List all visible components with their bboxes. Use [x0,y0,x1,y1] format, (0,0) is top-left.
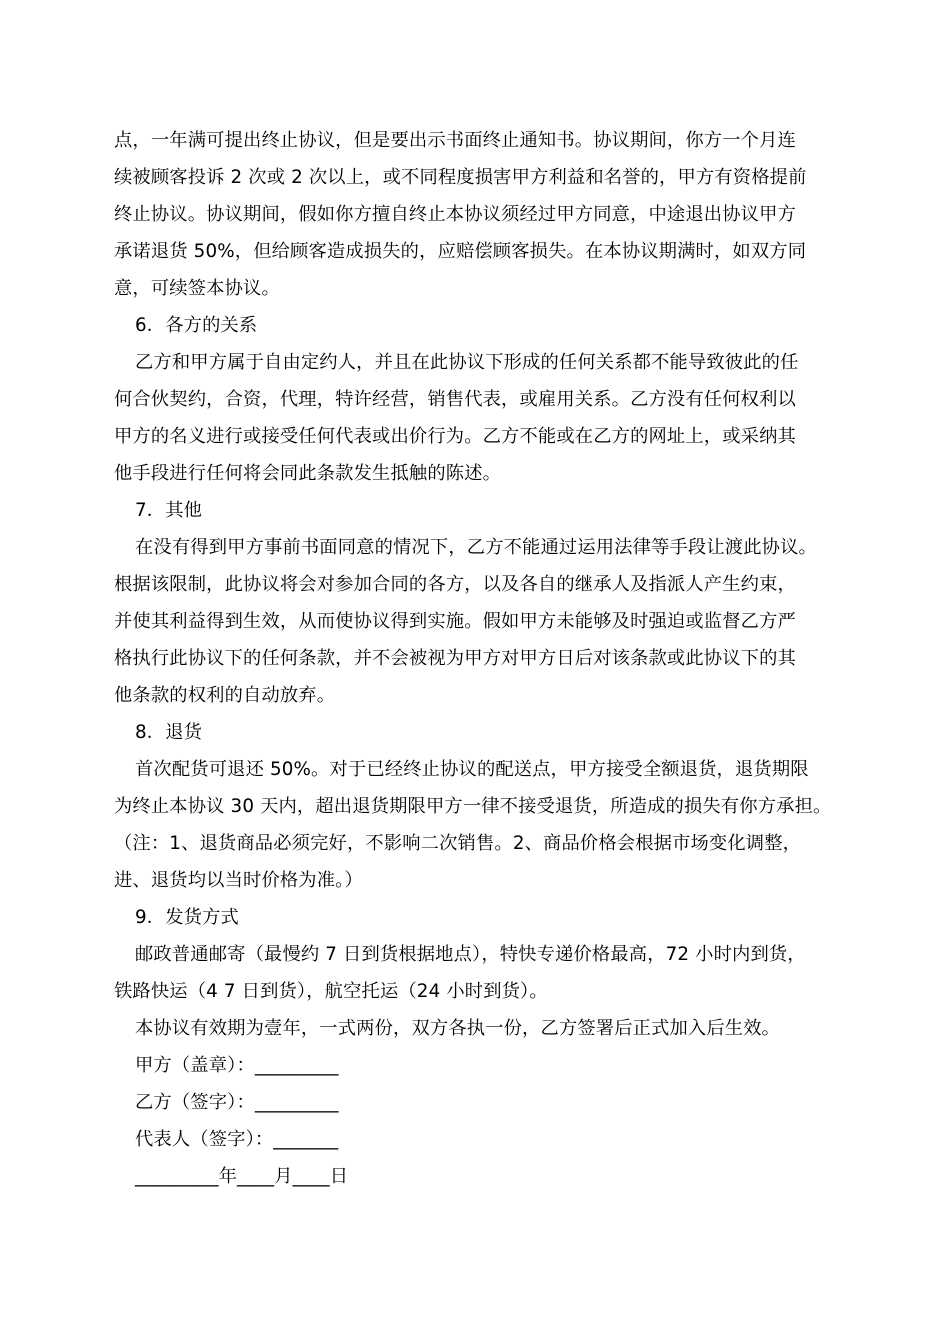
document-line: 他手段进行任何将会同此条款发生抵触的陈述。 [114,463,502,484]
document-line: 意，可续签本协议。 [114,278,280,299]
document-line: _________年____月____日 [135,1166,349,1187]
document-line: 进、退货均以当时价格为准。） [114,870,363,891]
document-line: 铁路快运（4 7 日到货），航空托运（24 小时到货）。 [114,981,548,1002]
document-line: 7．其他 [135,500,203,521]
document-line: 9．发货方式 [135,907,239,928]
document-line: 根据该限制，此协议将会对参加合同的各方，以及各自的继承人及指派人产生约束， [114,574,796,595]
document-line: 6．各方的关系 [135,315,258,336]
document-line: 并使其利益得到生效，从而使协议得到实施。假如甲方未能够及时强迫或监督乙方严 [114,611,796,632]
document-line: 乙方（签字）：_________ [135,1092,339,1113]
document-line: 乙方和甲方属于自由定约人，并且在此协议下形成的任何关系都不能导致彼此的任 [135,352,799,373]
document-line: 8．退货 [135,722,203,743]
document-line: 代表人（签字）：_______ [135,1129,339,1150]
document-line: 首次配货可退还 50%。对于已经终止协议的配送点，甲方接受全额退货，退货期限 [135,759,809,780]
document-line: 终止协议。协议期间，假如你方擅自终止本协议须经过甲方同意，中途退出协议甲方 [114,204,796,225]
document-line: 邮政普通邮寄（最慢约 7 日到货根据地点），特快专递价格最高，72 小时内到货， [135,944,806,965]
document-line: 格执行此协议下的任何条款，并不会被视为甲方对甲方日后对该条款或此协议下的其 [114,648,796,669]
document-line: 续被顾客投诉 2 次或 2 次以上，或不同程度损害甲方利益和名誉的，甲方有资格提前 [114,167,807,188]
document-line: 本协议有效期为壹年，一式两份，双方各执一份，乙方签署后正式加入后生效。 [135,1018,781,1039]
document-body [114,122,844,1195]
document-line: 在没有得到甲方事前书面同意的情况下，乙方不能通过运用法律等手段让渡此协议。 [135,537,817,558]
document-line: 何合伙契约，合资，代理，特许经营，销售代表，或雇用关系。乙方没有任何权利以 [114,389,796,410]
document-line: （注：1、退货商品必须完好，不影响二次销售。2、商品价格会根据市场变化调整， [114,833,802,854]
document-line: 点，一年满可提出终止协议，但是要出示书面终止通知书。协议期间，你方一个月连 [114,130,796,151]
document-line: 甲方（盖章）：_________ [135,1055,339,1076]
document-line: 承诺退货 50%，但给顾客造成损失的，应赔偿顾客损失。在本协议期满时，如双方同 [114,241,807,262]
document-line: 他条款的权利的自动放弃。 [114,685,336,706]
document-line: 甲方的名义进行或接受任何代表或出价行为。乙方不能或在乙方的网址上，或采纳其 [114,426,796,447]
document-line: 为终止本协议 30 天内，超出退货期限甲方一律不接受退货，所造成的损失有你方承担。 [114,796,832,817]
